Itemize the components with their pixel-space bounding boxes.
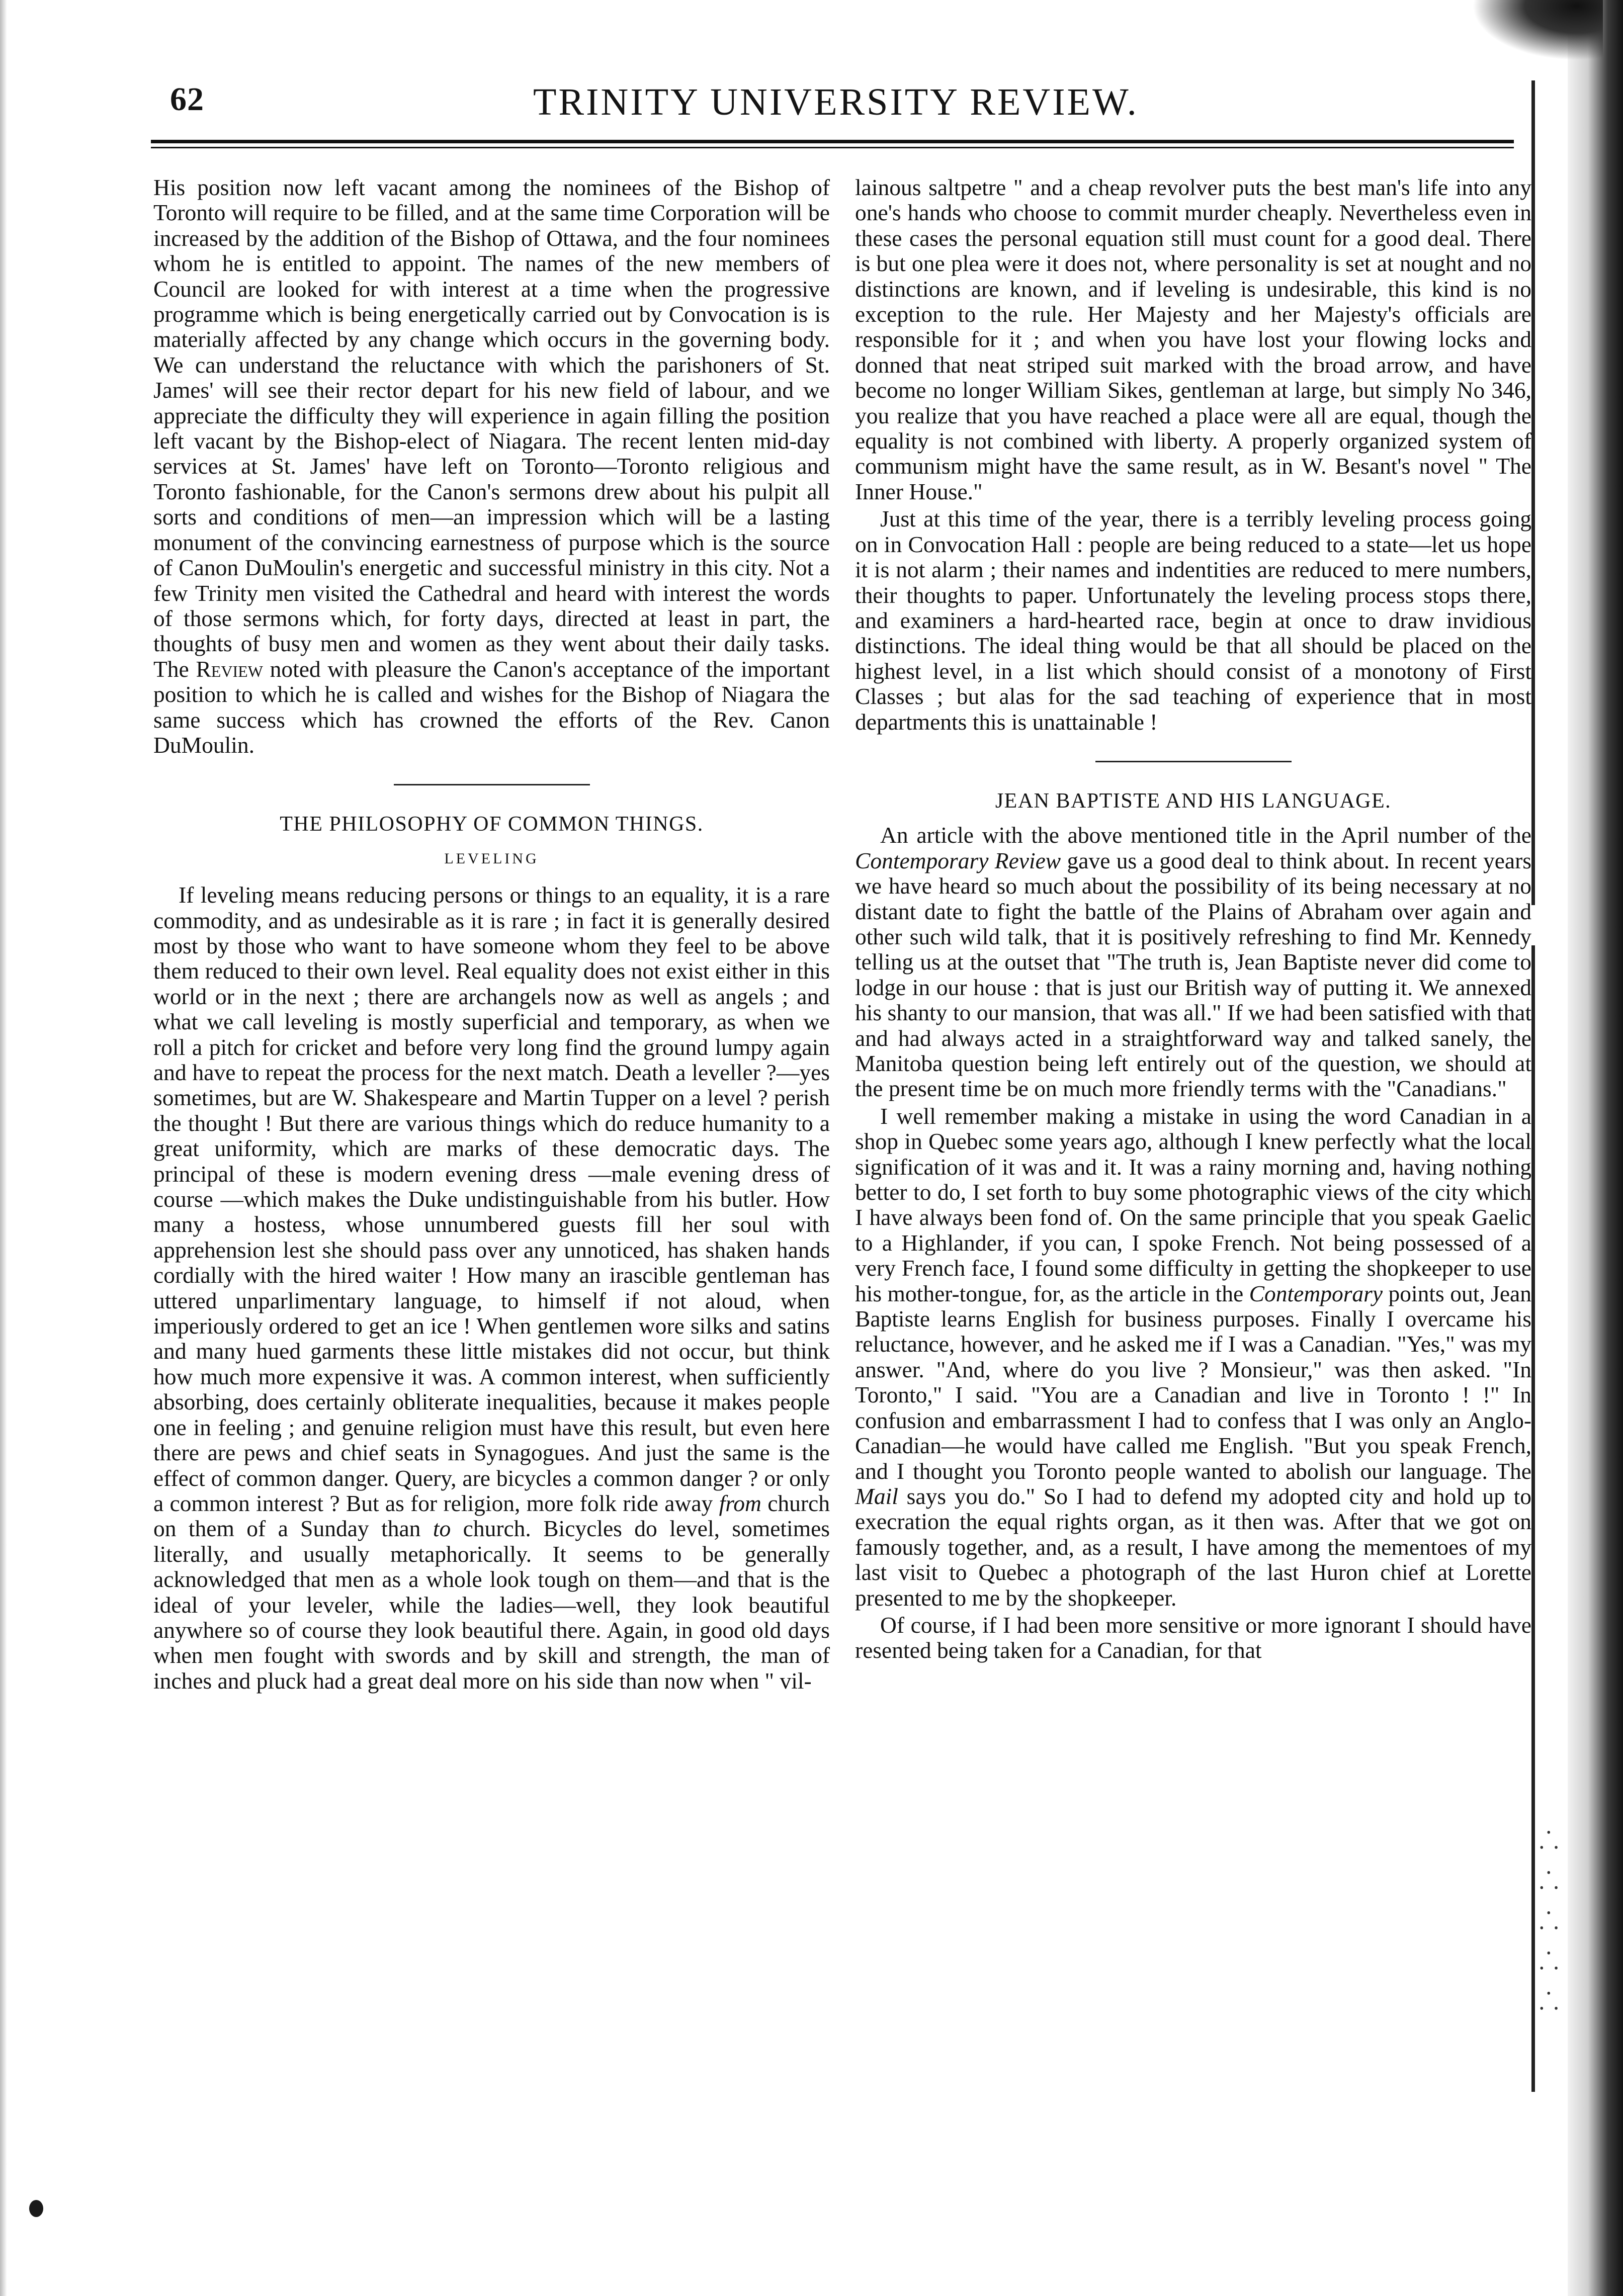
paragraph: Just at this time of the year, there is a terribly leveling process going on in Convocation Hall : people are being reduced to a state—let us hope it is not alarm ; their names and indentities are reduced to mere numbers, their thoughts to paper. Unfortunately the leveling process stops there, and examiners a hard-hearted race, begin at once to draw invidious distinctions. The ideal thing would be that all should be placed on the highest level, in a list which should consist of a monotony of First Classes ; but alas for the sad teaching of experience that in most departments this is unattainable ! [855, 506, 1531, 735]
text-run: Contemporary [1249, 1280, 1383, 1306]
margin-marginalia: ⸫ ⸫ ⸫ ⸫ ⸫ [1539, 1826, 1559, 2015]
section-divider [394, 784, 590, 785]
scan-shadow [1472, 0, 1603, 60]
text-run: Contemporary Review [855, 847, 1061, 873]
margin-rule [1531, 945, 1535, 2092]
ink-blot [29, 2200, 43, 2217]
text-run: from [719, 1490, 761, 1516]
text-run: noted with pleasure the Canon's acceptance of the important position to which he is called and wishes for the Bishop of Niagara the same success which has crowned the efforts of the Rev. Canon DuMoulin. [153, 656, 830, 758]
text-run: I well remember making a mistake in using the word Canadian in a shop in Quebec some years ago, although I knew perfectly what the local signification of it was and it. It was a rainy morning and, having nothing better to do, I set forth to buy some photographic views of the city which I have always been fond of. On the same principle that you speak Gaelic to a Highlander, if you can, I spoke French. Not being possessed of a very French face, I found some difficulty in getting the shopkeeper to use his mother-tongue, for, as the article in the [855, 1103, 1531, 1306]
text-run: His position now left vacant among the nominees of the Bishop of Toronto will require to be filled, and at the same time Corporation will be increased by the addition of the Bishop of Ottawa, and the four nominees whom he is entitled to appoint. The names of the new members of Council are looked for with interest at a time when the progressive programme which is being energetically carried out by Convocation is is materially affected by any change which occurs in the governing body. We can understand the reluctance with which the parishoners of St. James' will see their rector depart for his new field of labour, and we appreciate the difficulty they will experience in again filling the position left vacant by the Bishop-elect of Niagara. The recent lenten mid-day services at St. James' have left on Toronto—Toronto religious and Toronto fashionable, for the Canon's sermons drew about his pulpit all sorts and conditions of men—an impression which will be a lasting monument of the convincing earnestness of purpose which is the source of Canon DuMoulin's energetic and successful ministry in this city. Not a few Trinity men visited the Cathedral and heard with interest the words of those sermons which, for forty days, directed at least in part, the thoughts of busy men and women as they went about their daily tasks. The [153, 174, 830, 682]
paragraph [153, 175, 830, 758]
header-rule [151, 140, 1514, 143]
paragraph [855, 1104, 1531, 1611]
text-run: gave us a good deal to think about. In recent years we have heard so much about the possibility of its being necessary at no distant date to fight the battle of the Plains of Abraham over again and other such wild talk, that it is positively refreshing to find Mr. Kennedy telling us at the outset that "The truth is, Jean Baptiste never did come to lodge in our house : that is just our British way of putting it. We annexed his shanty to our mansion, that was all." If we had been satisfied with that and had always acted in a straightforward way and talked sanely, the Manitoba question being left entirely out of the question, we should at the present time be on much more friendly terms with the "Canadians." [855, 847, 1531, 1102]
text-run: church. Bicycles do level, sometimes literally, and usually metaphorically. It seems to be generally acknowledged that men as a whole look tough on them—and that is the ideal of your leveler, while the ladies—well, they look beautiful anywhere so of course they look beautiful there. Again, in good old days when men fought with swords and by skill and strength, the man of inches and pluck had a great deal more on his side than now when " vil- [153, 1516, 830, 1694]
left-column [153, 175, 830, 1694]
right-column [855, 175, 1531, 1663]
text-run: points out, Jean Baptiste learns English for business purposes. Finally I overcame his reluctance, however, and he asked me if I was a Canadian. "Yes," was my answer. "And, where do you live ? Monsieur," was then asked. "In Toronto," I said. "You are a Canadian and live in Toronto ! !" In confusion and embarrassment I had to confess that I was only an Anglo-Canadian—he would have called me English. "But you speak French, and I thought you Toronto people wanted to abolish our language. The [855, 1280, 1531, 1484]
paragraph [855, 823, 1531, 1101]
paragraph: lainous saltpetre " and a cheap revolver puts the best man's life into any one's hands who choose to commit murder cheaply. Nevertheless even in these cases the personal equation still must count for a good deal. There is but one plea were it does not, where personality is set at nought and no distinctions are known, and if leveling is undesirable, this kind is no exception to the rule. Her Majesty and her Majesty's officials are responsible for it ; and when you have lost your flowing locks and donned that neat striped suit marked with the broad arrow, and have become no longer William Sikes, gentleman at large, but simply No 346, you realize that you have reached a place were all are equal, though the equality is not combined with liberty. A properly organized system of communism might have the same result, as in W. Besant's novel " The Inner House." [855, 174, 1531, 504]
article-title: THE PHILOSOPHY OF COMMON THINGS. [280, 813, 704, 836]
text-run: says you do." So I had to defend my adopted city and hold up to execration the equal rights organ, as it then was. After that we got on famously together, and, as a result, I have among the mementoes of my last visit to Quebec a photograph of the last Huron chief at Lorette presented to me by the shopkeeper. [855, 1483, 1531, 1611]
paragraph [153, 882, 830, 1694]
page-number: 62 [170, 81, 204, 118]
paragraph: Of course, if I had been more sensitive or more ignorant I should have resented being taken for a Canadian, for that [855, 1612, 1531, 1663]
text-run: church on them of a Sunday than [153, 1490, 830, 1542]
text-run: to [433, 1516, 451, 1542]
running-title: TRINITY UNIVERSITY REVIEW. [533, 81, 1139, 123]
text-run: Mail [855, 1483, 898, 1509]
article-title: JEAN BAPTISTE AND HIS LANGUAGE. [995, 789, 1392, 813]
margin-rule [1531, 80, 1535, 905]
text-run: Review [196, 656, 263, 682]
text-run: If leveling means reducing persons or things to an equality, it is a rare commodity, and as undesirable as it is rare ; in fact it is generally desired most by those who want to have someone whom they feel to be above them reduced to their own level. Real equality does not exist either in this world or in the next ; there are archangels now as well as angels ; and what we call leveling is mostly superficial and temporary, as when we roll a pitch for cricket and before very long find the ground lumpy again and have to repeat the process for the next match. Death a leveller ?—yes sometimes, but are W. Shakespeare and Martin Tupper on a level ? perish the thought ! But there are various things which do reduce humanity to a great uniformity, which are marks of these democratic days. The principal of these is modern evening dress —male evening dress of course —which makes the Duke undistinguishable from his butler. How many a hostess, whose unnumbered guests fill her soul with apprehension lest she should pass over any unnoticed, has shaken hands cordially with the hired waiter ! How many an irascible gentleman has uttered unparlimentary language, to himself if not aloud, when imperiously ordered to get an ice ! When gentlemen wore silks and satins and many hued garments these little mistakes did not occur, but think how much more expensive it was. A common interest, when sufficiently absorbing, does certainly obliterate inequalities, because it makes people one in feeling ; and genuine religion must have this result, but even here there are pews and chief seats in Synagogues. And just the same is the effect of common danger. Query, are bicycles a common danger ? or only a common interest ? But as for religion, more folk ride away [153, 882, 830, 1516]
text-run: An article with the above mentioned title in the April number of the [880, 822, 1531, 848]
page-edge-left [0, 0, 7, 2296]
article-subtitle: LEVELING [444, 850, 539, 867]
header-rule-thin [151, 147, 1514, 148]
section-divider [1095, 761, 1292, 762]
